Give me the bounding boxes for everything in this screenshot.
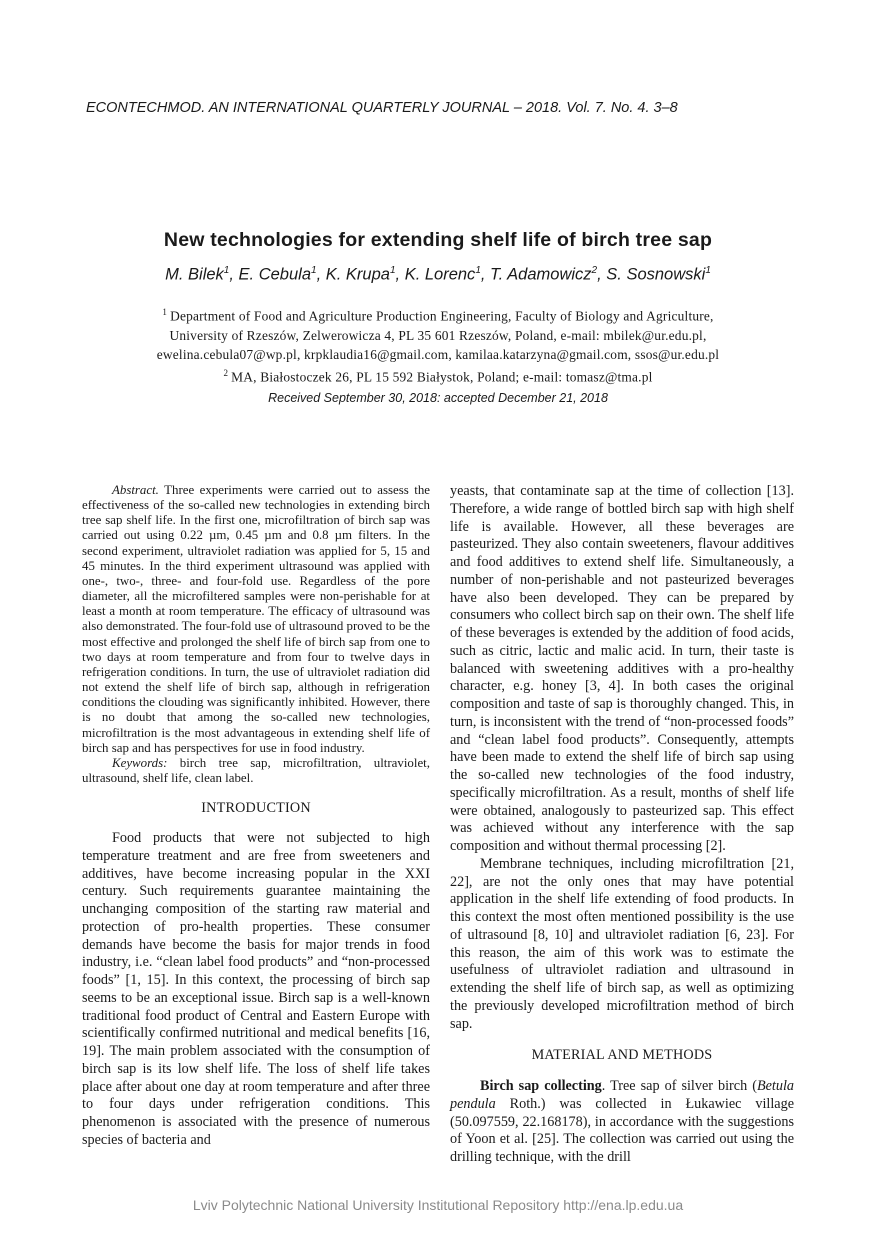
author-affiliation-mark: 1 — [705, 265, 711, 276]
author-name: T. Adamowicz — [490, 265, 592, 284]
keywords — [82, 756, 430, 786]
abstract-text: Three experiments were carried out to assess the effectiveness of the so-called new technologies in extending birch tree sap shelf life. In the first one, microfiltration of birch sap was carried out using 0.22 µm, 0.45 µm and 0.8 µm filters. In the second experiment, ultraviolet radiation was applied for 5, 15 and 45 minutes. In the third experiment ultrasound was applied with one-, two-, three- and four-fold use. Regardless of the pore diameter, all the microfiltered samples were non-perishable for at least a month at room temperature. The efficacy of ultrasound was also demonstrated. The four-fold use of ultrasound proved to be the most effective and prolonged the shelf life of birch sap from one to two days at room temperature and from four to twelve days in refrigeration conditions. In turn, the use of ultraviolet radiation did not extend the shelf life of birch sap, although in refrigeration conditions the clouding was significantly inhibited. However, there is no doubt that among the so-called new technologies, microfiltration is the most advantageous in extending shelf life of birch sap and has perspectives for use in food industry. — [82, 483, 430, 755]
abstract-label: Abstract. — [112, 483, 159, 497]
affiliation-1-line-1: $^1$ Department of Food and Agriculture Production Engineering, Faculty of Biology and Agriculture, — [162, 307, 714, 324]
author-list: M. Bilek$^1$, E. Cebula$^1$, K. Krupa$^1$, K. Lorenc$^1$, T. Adamowicz$^2$, S. Sosnowski$^1$ — [165, 265, 711, 284]
introduction-heading: INTRODUCTION — [201, 800, 311, 817]
introduction-paragraph-2: Membrane techniques, including microfiltration [21, 22], are not the only ones that may have potential application in the shelf life extending of food products. In this context the most often mentioned possibility is the use of ultrasound [8, 10] and ultraviolet radiation [6, 23]. For this reason, the aim of this work was to estimate the usefulness of ultraviolet radiation and ultrasound in extending the shelf life of birch sap, as well as optimizing the previously developed microfiltration method of birch sap. — [450, 855, 794, 1032]
introduction-paragraph-1-continued: yeasts, that contaminate sap at the time of collection [13]. Therefore, a wide range of bottled birch sap with high shelf life is available. However, all these beverages are pasteurized. They also contain sweeteners, flavour additives and food additives to extend shelf life. Simultaneously, a number of non-perishable and not pasteurized beverages have also been developed. They can be prepared by consumers who collect birch sap on their own. The shelf life of these beverages is extended by the addition of food acids, such as citric, lactic and malic acid. In turn, their taste is balanced with sweetening additives with a pro-healthy character, e.g. honey [3, 4]. In both cases the original composition and taste of sap is thoroughly changed. This, in turn, is inconsistent with the trend of “non-processed foods” and “clean label food products”. Consequently, attempts have been made to extend the shelf life of birch sap using the so-called new technologies of the food industry, specifically microfiltration. As a result, months of shelf life were obtained, analogously to pasteurized sap. This effect was achieved without any interference with the sap composition and without thermal processing [2]. — [450, 483, 794, 854]
methods-heading: MATERIAL AND METHODS — [531, 1047, 713, 1064]
paper-title: New technologies for extending shelf life of birch tree sap — [163, 229, 713, 251]
received-dates: Received September 30, 2018: accepted December 21, 2018 — [268, 391, 608, 405]
affiliations — [60, 303, 816, 387]
introduction-paragraph-1: Food products that were not subjected to high temperature treatment and are free from sweeteners and additives, have become increasing popular in the XXI century. Such requirements guarantee maintaining the unchanging composition of the starting raw material and protection of pro-health properties. These consumer demands have become the basis for major trends in food industry, i.e. “clean label food products” and “non-processed foods” [1, 15]. In this context, the processing of birch sap seems to be an exceptional issue. Birch sap is a well-known traditional food product of Central and Eastern Europe with scientifically confirmed nutritional and medical benefits [16, 19]. The main problem associated with the consumption of birch sap is its low shelf life. The loss of shelf life takes place after about one day at room temperature and after three to four days under refrigeration conditions. This phenomenon is associated with the presence of numerous species of bacteria and — [82, 830, 430, 1148]
birch-sap-collecting-subheading: Birch sap collecting — [480, 1078, 602, 1094]
keywords-label: Keywords: — [112, 755, 168, 770]
author-name: K. Krupa — [325, 265, 390, 284]
author-name: M. Bilek — [165, 265, 224, 284]
author-name: K. Lorenc — [404, 265, 476, 284]
journal-header: ECONTECHMOD. AN INTERNATIONAL QUARTERLY JOURNAL – 2018. Vol. 7. No. 4. 3–8 — [86, 100, 678, 116]
author-name: S. Sosnowski — [606, 265, 706, 284]
author-affiliation-mark: 1 — [389, 265, 396, 276]
repository-footer: Lviv Polytechnic National University Institutional Repository http://ena.lp.edu.ua — [192, 1197, 684, 1213]
methods-paragraph-1: Birch sap collecting. Tree sap of silver birch (Betula pendula Roth.) was collected in Łukawiec village (50.097559, 22.168178), in accordance with the suggestions of Yoon et al. [25]. The collection was carried out using the drilling technique, with the drill — [450, 1078, 794, 1165]
left-column — [82, 483, 430, 1150]
affiliation-1-line-2: University of Rzeszów, Zelwerowicza 4, PL 35 601 Rzeszów, Poland, e-mail: mbilek@ur.edu.pl, — [169, 327, 707, 343]
species-name: Betula pendula — [450, 1078, 794, 1112]
author-affiliation-mark: 2 — [591, 265, 598, 276]
affiliation-1-line-3: ewelina.cebula07@wp.pl, krpklaudia16@gmail.com, kamilaa.katarzyna@gmail.com, ssos@ur.edu.pl — [156, 346, 720, 362]
right-column — [450, 483, 794, 1167]
author-affiliation-mark: 1 — [223, 265, 230, 276]
affiliation-number: 1 — [162, 307, 168, 317]
author-affiliation-mark: 1 — [475, 265, 481, 276]
abstract — [82, 483, 430, 756]
author-affiliation-mark: 1 — [311, 265, 317, 276]
affiliation-2-line-1: $^2$ MA, Białostoczek 26, PL 15 592 Białystok, Poland; e-mail: tomasz@tma.pl — [223, 368, 653, 385]
author-name: E. Cebula — [238, 265, 311, 284]
affiliation-number: 2 — [223, 368, 229, 379]
keywords-text: birch tree sap, microfiltration, ultraviolet, ultrasound, shelf life, clean label. — [82, 755, 430, 785]
